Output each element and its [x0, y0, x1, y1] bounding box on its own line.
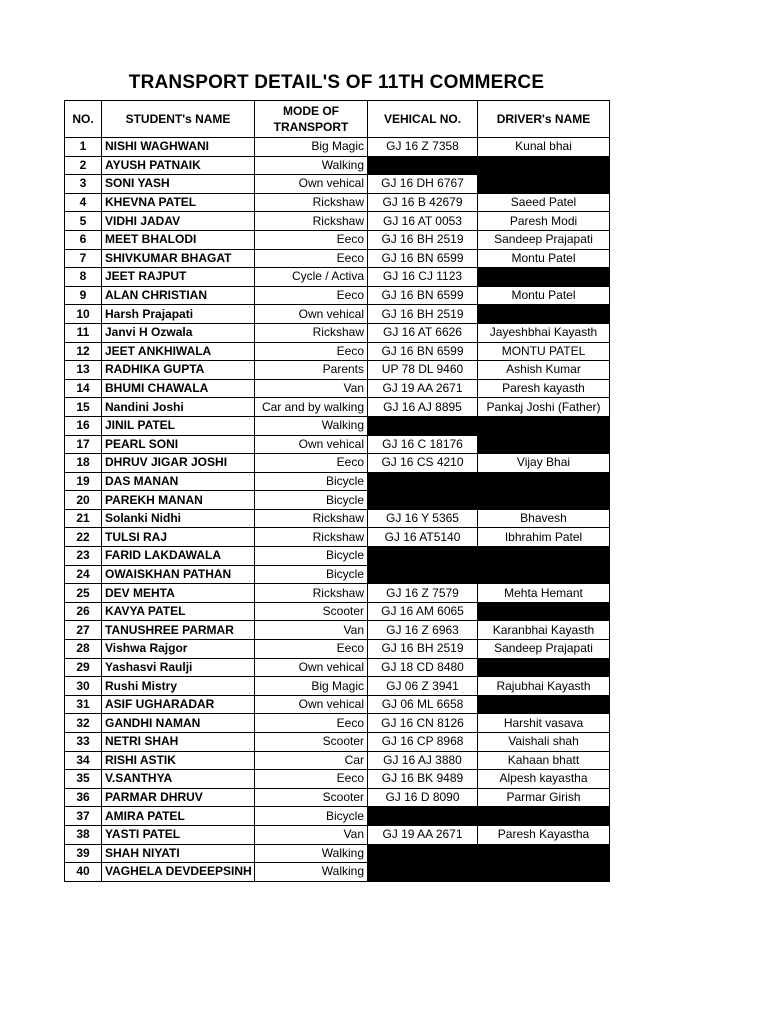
driver-name: Kunal bhai — [478, 138, 610, 157]
vehicle-number: GJ 16 C 18176 — [368, 435, 478, 454]
student-name: V.SANTHYA — [102, 770, 255, 789]
driver-name — [478, 305, 610, 324]
vehicle-number: GJ 16 Z 7358 — [368, 138, 478, 157]
table-row — [65, 695, 610, 714]
vehicle-number — [368, 472, 478, 491]
transport-table — [64, 100, 610, 882]
student-name: Solanki Nidhi — [102, 509, 255, 528]
row-number: 5 — [65, 212, 102, 231]
vehicle-number: GJ 16 D 8090 — [368, 788, 478, 807]
vehicle-number: GJ 16 AJ 3880 — [368, 751, 478, 770]
row-number: 15 — [65, 398, 102, 417]
vehicle-number: GJ 16 BN 6599 — [368, 249, 478, 268]
row-number: 27 — [65, 621, 102, 640]
header-student-name: STUDENT's NAME — [102, 101, 255, 138]
driver-name: Sandeep Prajapati — [478, 230, 610, 249]
vehicle-number — [368, 156, 478, 175]
driver-name — [478, 844, 610, 863]
driver-name: Vijay Bhai — [478, 454, 610, 473]
row-number: 24 — [65, 565, 102, 584]
driver-name: Harshit vasava — [478, 714, 610, 733]
vehicle-number: GJ 16 Y 5365 — [368, 509, 478, 528]
driver-name — [478, 547, 610, 566]
student-name: PEARL SONI — [102, 435, 255, 454]
driver-name — [478, 175, 610, 194]
vehicle-number — [368, 844, 478, 863]
driver-name — [478, 658, 610, 677]
vehicle-number: GJ 16 AT5140 — [368, 528, 478, 547]
table-row — [65, 268, 610, 287]
student-name: Vishwa Rajgor — [102, 640, 255, 659]
vehicle-number: GJ 16 CS 4210 — [368, 454, 478, 473]
table-row — [65, 677, 610, 696]
row-number: 33 — [65, 733, 102, 752]
table-row — [65, 788, 610, 807]
table-row — [65, 472, 610, 491]
row-number: 3 — [65, 175, 102, 194]
row-number: 21 — [65, 509, 102, 528]
table-row — [65, 565, 610, 584]
student-name: OWAISKHAN PATHAN — [102, 565, 255, 584]
driver-name: Parmar Girish — [478, 788, 610, 807]
row-number: 26 — [65, 602, 102, 621]
transport-mode: Bicycle — [255, 565, 368, 584]
transport-mode: Walking — [255, 844, 368, 863]
row-number: 10 — [65, 305, 102, 324]
vehicle-number: GJ 16 BH 2519 — [368, 640, 478, 659]
driver-name — [478, 807, 610, 826]
table-row — [65, 714, 610, 733]
row-number: 1 — [65, 138, 102, 157]
driver-name — [478, 602, 610, 621]
header-driver: DRIVER's NAME — [478, 101, 610, 138]
transport-mode: Parents — [255, 361, 368, 380]
transport-mode: Eeco — [255, 640, 368, 659]
row-number: 9 — [65, 286, 102, 305]
student-name: SHIVKUMAR BHAGAT — [102, 249, 255, 268]
student-name: NETRI SHAH — [102, 733, 255, 752]
table-row — [65, 509, 610, 528]
transport-mode: Rickshaw — [255, 323, 368, 342]
vehicle-number: GJ 06 ML 6658 — [368, 695, 478, 714]
vehicle-number: GJ 16 BK 9489 — [368, 770, 478, 789]
vehicle-number — [368, 863, 478, 882]
student-name: Nandini Joshi — [102, 398, 255, 417]
driver-name — [478, 156, 610, 175]
driver-name: Ibhrahim Patel — [478, 528, 610, 547]
table-row — [65, 491, 610, 510]
transport-mode: Eeco — [255, 714, 368, 733]
transport-mode: Walking — [255, 156, 368, 175]
transport-mode: Big Magic — [255, 677, 368, 696]
vehicle-number: GJ 16 BN 6599 — [368, 286, 478, 305]
row-number: 38 — [65, 825, 102, 844]
student-name: KAVYA PATEL — [102, 602, 255, 621]
student-name: DAS MANAN — [102, 472, 255, 491]
student-name: BHUMI CHAWALA — [102, 379, 255, 398]
row-number: 37 — [65, 807, 102, 826]
table-row — [65, 361, 610, 380]
student-name: NISHI WAGHWANI — [102, 138, 255, 157]
page-title: TRANSPORT DETAIL'S OF 11TH COMMERCE — [128, 72, 545, 93]
transport-mode: Rickshaw — [255, 212, 368, 231]
transport-mode: Eeco — [255, 342, 368, 361]
table-row — [65, 416, 610, 435]
row-number: 7 — [65, 249, 102, 268]
driver-name: Ashish Kumar — [478, 361, 610, 380]
row-number: 34 — [65, 751, 102, 770]
table-row — [65, 825, 610, 844]
table-row — [65, 658, 610, 677]
student-name: TULSI RAJ — [102, 528, 255, 547]
vehicle-number: GJ 16 Z 7579 — [368, 584, 478, 603]
student-name: VIDHI JADAV — [102, 212, 255, 231]
student-name: Harsh Prajapati — [102, 305, 255, 324]
row-number: 6 — [65, 230, 102, 249]
transport-mode: Eeco — [255, 454, 368, 473]
vehicle-number: GJ 16 BH 2519 — [368, 230, 478, 249]
vehicle-number: GJ 16 AM 6065 — [368, 602, 478, 621]
row-number: 23 — [65, 547, 102, 566]
vehicle-number: GJ 18 CD 8480 — [368, 658, 478, 677]
row-number: 17 — [65, 435, 102, 454]
transport-mode: Own vehical — [255, 175, 368, 194]
vehicle-number: GJ 16 Z 6963 — [368, 621, 478, 640]
driver-name — [478, 565, 610, 584]
driver-name: Paresh kayasth — [478, 379, 610, 398]
row-number: 18 — [65, 454, 102, 473]
driver-name: Bhavesh — [478, 509, 610, 528]
student-name: YASTI PATEL — [102, 825, 255, 844]
transport-mode: Rickshaw — [255, 193, 368, 212]
table-row — [65, 584, 610, 603]
transport-mode: Eeco — [255, 230, 368, 249]
transport-mode: Van — [255, 825, 368, 844]
driver-name — [478, 491, 610, 510]
table-row — [65, 342, 610, 361]
vehicle-number: GJ 16 AT 0053 — [368, 212, 478, 231]
vehicle-number: GJ 16 B 42679 — [368, 193, 478, 212]
student-name: AMIRA PATEL — [102, 807, 255, 826]
transport-mode: Bicycle — [255, 491, 368, 510]
transport-mode: Scooter — [255, 602, 368, 621]
driver-name — [478, 695, 610, 714]
table-row — [65, 844, 610, 863]
table-row — [65, 379, 610, 398]
driver-name: Vaishali shah — [478, 733, 610, 752]
transport-mode: Own vehical — [255, 435, 368, 454]
transport-mode: Eeco — [255, 770, 368, 789]
header-row — [65, 101, 610, 138]
driver-name: Pankaj Joshi (Father) — [478, 398, 610, 417]
driver-name — [478, 435, 610, 454]
student-name: RISHI ASTIK — [102, 751, 255, 770]
row-number: 14 — [65, 379, 102, 398]
transport-mode: Car and by walking — [255, 398, 368, 417]
table-row — [65, 138, 610, 157]
student-name: ALAN CHRISTIAN — [102, 286, 255, 305]
student-name: DEV MEHTA — [102, 584, 255, 603]
table-row — [65, 528, 610, 547]
student-name: Rushi Mistry — [102, 677, 255, 696]
vehicle-number: GJ 06 Z 3941 — [368, 677, 478, 696]
transport-mode: Rickshaw — [255, 584, 368, 603]
transport-mode: Own vehical — [255, 695, 368, 714]
table-row — [65, 286, 610, 305]
table-row — [65, 398, 610, 417]
table-row — [65, 454, 610, 473]
row-number: 32 — [65, 714, 102, 733]
row-number: 13 — [65, 361, 102, 380]
student-name: PARMAR DHRUV — [102, 788, 255, 807]
row-number: 35 — [65, 770, 102, 789]
student-name: SHAH NIYATI — [102, 844, 255, 863]
table-row — [65, 323, 610, 342]
driver-name: Paresh Modi — [478, 212, 610, 231]
driver-name: Mehta Hemant — [478, 584, 610, 603]
student-name: AYUSH PATNAIK — [102, 156, 255, 175]
row-number: 29 — [65, 658, 102, 677]
student-name: GANDHI NAMAN — [102, 714, 255, 733]
vehicle-number: GJ 19 AA 2671 — [368, 379, 478, 398]
vehicle-number — [368, 547, 478, 566]
header-mode: MODE OF TRANSPORT — [255, 101, 368, 138]
row-number: 36 — [65, 788, 102, 807]
vehicle-number: GJ 16 AJ 8895 — [368, 398, 478, 417]
driver-name — [478, 472, 610, 491]
driver-name: MONTU PATEL — [478, 342, 610, 361]
transport-mode: Van — [255, 379, 368, 398]
transport-mode: Scooter — [255, 788, 368, 807]
student-name: FARID LAKDAWALA — [102, 547, 255, 566]
vehicle-number: GJ 16 CP 8968 — [368, 733, 478, 752]
driver-name — [478, 268, 610, 287]
student-name: DHRUV JIGAR JOSHI — [102, 454, 255, 473]
vehicle-number: GJ 16 AT 6626 — [368, 323, 478, 342]
row-number: 12 — [65, 342, 102, 361]
table-row — [65, 602, 610, 621]
transport-mode: Van — [255, 621, 368, 640]
transport-mode: Cycle / Activa — [255, 268, 368, 287]
driver-name: Rajubhai Kayasth — [478, 677, 610, 696]
row-number: 40 — [65, 863, 102, 882]
transport-mode: Car — [255, 751, 368, 770]
driver-name: Alpesh kayastha — [478, 770, 610, 789]
table-row — [65, 751, 610, 770]
row-number: 8 — [65, 268, 102, 287]
table-row — [65, 175, 610, 194]
table-row — [65, 863, 610, 882]
vehicle-number — [368, 565, 478, 584]
driver-name: Montu Patel — [478, 249, 610, 268]
transport-mode: Rickshaw — [255, 528, 368, 547]
driver-name: Kahaan bhatt — [478, 751, 610, 770]
row-number: 20 — [65, 491, 102, 510]
vehicle-number — [368, 416, 478, 435]
vehicle-number: GJ 16 CN 8126 — [368, 714, 478, 733]
student-name: PAREKH MANAN — [102, 491, 255, 510]
vehicle-number: GJ 16 BN 6599 — [368, 342, 478, 361]
transport-mode: Big Magic — [255, 138, 368, 157]
row-number: 30 — [65, 677, 102, 696]
row-number: 39 — [65, 844, 102, 863]
vehicle-number — [368, 807, 478, 826]
table-row — [65, 807, 610, 826]
table-row — [65, 305, 610, 324]
vehicle-number: GJ 19 AA 2671 — [368, 825, 478, 844]
table-row — [65, 212, 610, 231]
table-row — [65, 435, 610, 454]
table-row — [65, 249, 610, 268]
student-name: SONI YASH — [102, 175, 255, 194]
driver-name: Saeed Patel — [478, 193, 610, 212]
driver-name: Sandeep Prajapati — [478, 640, 610, 659]
student-name: MEET BHALODI — [102, 230, 255, 249]
vehicle-number: GJ 16 BH 2519 — [368, 305, 478, 324]
student-name: JINIL PATEL — [102, 416, 255, 435]
driver-name: Montu Patel — [478, 286, 610, 305]
transport-mode: Own vehical — [255, 305, 368, 324]
student-name: JEET ANKHIWALA — [102, 342, 255, 361]
driver-name — [478, 863, 610, 882]
driver-name: Paresh Kayastha — [478, 825, 610, 844]
table-body — [65, 138, 610, 882]
transport-mode: Eeco — [255, 249, 368, 268]
transport-mode: Own vehical — [255, 658, 368, 677]
row-number: 25 — [65, 584, 102, 603]
transport-mode: Eeco — [255, 286, 368, 305]
row-number: 16 — [65, 416, 102, 435]
student-name: KHEVNA PATEL — [102, 193, 255, 212]
header-no: NO. — [65, 101, 102, 138]
vehicle-number: GJ 16 CJ 1123 — [368, 268, 478, 287]
table-row — [65, 621, 610, 640]
row-number: 19 — [65, 472, 102, 491]
student-name: Janvi H Ozwala — [102, 323, 255, 342]
driver-name — [478, 416, 610, 435]
student-name: JEET RAJPUT — [102, 268, 255, 287]
row-number: 28 — [65, 640, 102, 659]
table-row — [65, 733, 610, 752]
student-name: RADHIKA GUPTA — [102, 361, 255, 380]
table-row — [65, 547, 610, 566]
transport-mode: Bicycle — [255, 807, 368, 826]
transport-mode: Bicycle — [255, 547, 368, 566]
transport-mode: Scooter — [255, 733, 368, 752]
vehicle-number — [368, 491, 478, 510]
driver-name: Karanbhai Kayasth — [478, 621, 610, 640]
student-name: TANUSHREE PARMAR — [102, 621, 255, 640]
student-name: Yashasvi Raulji — [102, 658, 255, 677]
transport-mode: Bicycle — [255, 472, 368, 491]
transport-mode: Rickshaw — [255, 509, 368, 528]
table-row — [65, 770, 610, 789]
student-name: ASIF UGHARADAR — [102, 695, 255, 714]
row-number: 4 — [65, 193, 102, 212]
header-vehicle: VEHICAL NO. — [368, 101, 478, 138]
row-number: 31 — [65, 695, 102, 714]
transport-mode: Walking — [255, 863, 368, 882]
row-number: 2 — [65, 156, 102, 175]
table-row — [65, 640, 610, 659]
student-name: VAGHELA DEVDEEPSINH — [102, 863, 255, 882]
table-row — [65, 230, 610, 249]
table-row — [65, 193, 610, 212]
vehicle-number: UP 78 DL 9460 — [368, 361, 478, 380]
vehicle-number: GJ 16 DH 6767 — [368, 175, 478, 194]
driver-name: Jayeshbhai Kayasth — [478, 323, 610, 342]
transport-mode: Walking — [255, 416, 368, 435]
row-number: 11 — [65, 323, 102, 342]
table-row — [65, 156, 610, 175]
row-number: 22 — [65, 528, 102, 547]
